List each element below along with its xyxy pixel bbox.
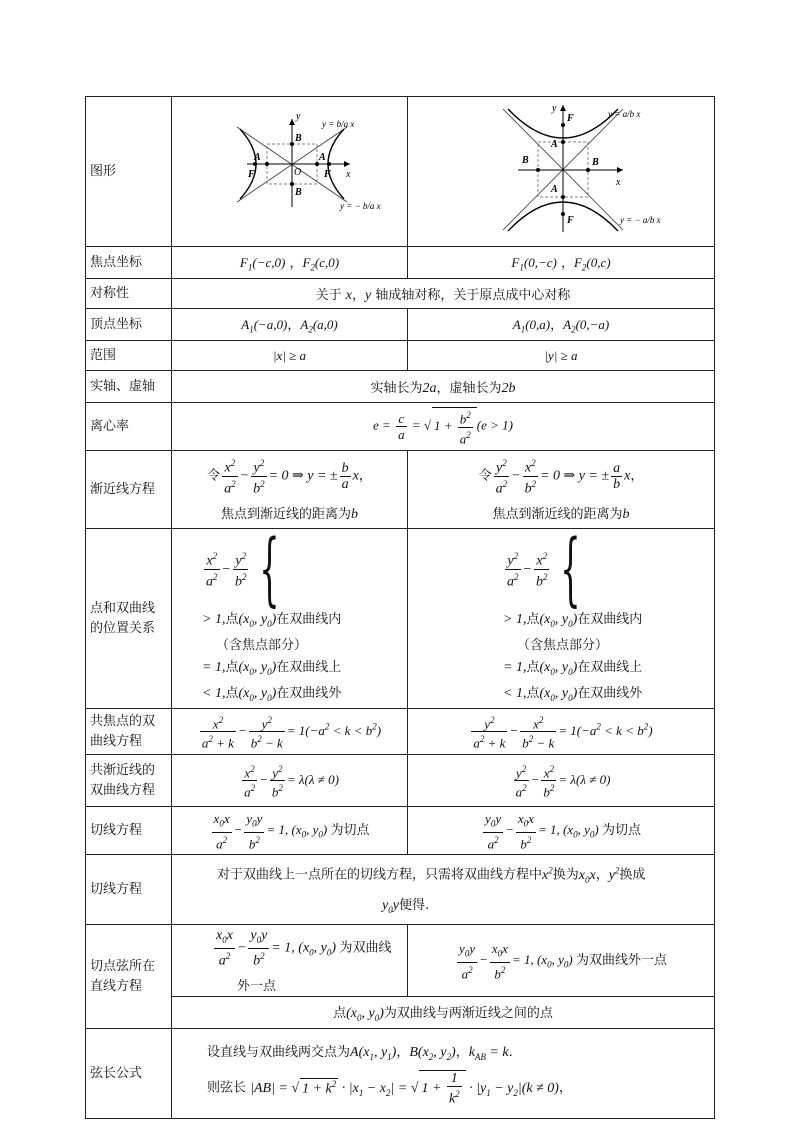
asymptote-right: 令 $\frac{y^2}{a^2}$ − $\frac{x^2}{b^2}$ = 0 ⇒ y = ± $\frac{a}{b}$ x， 焦点到渐近线的距离为b xyxy=(408,451,715,529)
focus-right: $F_1(0,-c)$ ，$F_2(0,c)$ xyxy=(408,247,715,279)
chord-tangent-right: $\frac{y_0y}{a^2}$ − $\frac{x_0x}{b^2}$ = 1, ($x_0$, $y_0$) 为双曲线外一点 xyxy=(408,925,715,997)
row-chord-tangent xyxy=(86,925,715,997)
label-graph: 图形 xyxy=(86,97,172,247)
svg-text:F: F xyxy=(324,169,331,180)
row-focus xyxy=(86,247,715,279)
row-vertex xyxy=(86,309,715,341)
label-eccentricity: 离心率 xyxy=(86,403,172,451)
tangent-rule: 对于双曲线上一点所在的切线方程，只需将双曲线方程中$x^2$换为$x_0x$，$y^2$换成 $y_0y$便得. xyxy=(172,855,715,925)
position-right: $\frac{y^2}{a^2}$ − $\frac{x^2}{b^2}$ { > 1,点($x_0$, $y_0$)在双曲线内 （含焦点部分） = 1,点($x_0$, $y_0$)在双曲线上 < 1,点($x_0$, $y_0$)在双曲线外 xyxy=(408,529,715,709)
svg-text:x: x xyxy=(616,177,621,188)
row-asymptote xyxy=(86,451,715,529)
row-range xyxy=(86,341,715,371)
asymptote-left: 令 $\frac{x^2}{a^2}$ − $\frac{y^2}{b^2}$ = 0 ⇒ y = ± $\frac{b}{a}$ x， 焦点到渐近线的距离为b xyxy=(172,451,408,529)
svg-text:O: O xyxy=(294,167,302,178)
svg-text:F: F xyxy=(567,215,574,226)
row-tangent1 xyxy=(86,807,715,855)
confocal-left: $\frac{x^2}{a^2 + k}$ − $\frac{y^2}{b^2 - k}$ = $1(-a^2 < k < b^2)$ xyxy=(172,709,408,755)
row-symmetry xyxy=(86,279,715,309)
row-graph xyxy=(86,97,715,247)
svg-text:F: F xyxy=(248,169,255,180)
label-range: 范围 xyxy=(86,341,172,371)
svg-text:y = b/a x: y = b/a x xyxy=(322,119,355,129)
svg-text:A: A xyxy=(319,152,326,163)
row-chord-length xyxy=(86,1029,715,1119)
svg-text:B: B xyxy=(295,187,302,198)
chord-tangent-left: $\frac{x_0x}{a^2}$ − $\frac{y_0y}{b^2}$ = 1, ($x_0$, $y_0$) 为双曲线 外一点 xyxy=(172,925,408,997)
label-focus: 焦点坐标 xyxy=(86,247,172,279)
svg-text:B: B xyxy=(295,133,302,144)
coasymptote-left: $\frac{x^2}{a^2}$ − $\frac{y^2}{b^2}$ = λ(λ ≠ 0) xyxy=(172,755,408,807)
graph-left-y: y xyxy=(296,111,301,122)
symmetry-text: 关于 x，y 轴成轴对称，关于原点成中心对称 xyxy=(172,279,715,309)
row-tangent2 xyxy=(86,855,715,925)
svg-text:y: y xyxy=(552,103,557,114)
label-vertex: 顶点坐标 xyxy=(86,309,172,341)
row-chord-between xyxy=(86,997,715,1029)
svg-text:y = − b/a x: y = − b/a x xyxy=(340,201,381,211)
chord-between-text: 点($x_0$, $y_0$)为双曲线与两渐近线之间的点 xyxy=(172,997,715,1029)
vertex-right: $A_1(0,a)$，$A_2(0,-a)$ xyxy=(408,309,715,341)
eccentricity-formula: e = $\frac{c}{a}$ = √ 1 + $\frac{b^2}{a^2}$ (e > 1) xyxy=(172,403,715,451)
graph-right-cell xyxy=(408,97,715,247)
row-confocal xyxy=(86,709,715,755)
axes-text: 实轴长为2a，虚轴长为2b xyxy=(172,371,715,403)
position-left: $\frac{x^2}{a^2}$ − $\frac{y^2}{b^2}$ { > 1,点($x_0$, $y_0$)在双曲线内 （含焦点部分） = 1,点($x_0$, $y_0$)在双曲线上 < 1,点($x_0$, $y_0$)在双曲线外 xyxy=(172,529,408,709)
svg-text:A: A xyxy=(551,184,558,195)
label-tangent2: 切线方程 xyxy=(86,855,172,925)
svg-text:y = − a/b x: y = − a/b x xyxy=(620,215,661,225)
tangent-left: $\frac{x_0x}{a^2}$ − $\frac{y_0y}{b^2}$ = 1, ($x_0$, $y_0$) 为切点 xyxy=(172,807,408,855)
label-coasymptote: 共渐近线的双曲线方程 xyxy=(86,755,172,807)
tangent-right: $\frac{y_0y}{a^2}$ − $\frac{x_0x}{b^2}$ = 1, ($x_0$, $y_0$) 为切点 xyxy=(408,807,715,855)
label-confocal: 共焦点的双曲线方程 xyxy=(86,709,172,755)
svg-text:B: B xyxy=(522,155,529,166)
label-position: 点和双曲线的位置关系 xyxy=(86,529,172,709)
label-chord-tangent: 切点弦所在直线方程 xyxy=(86,925,172,1029)
svg-text:B: B xyxy=(592,157,599,168)
range-right: |y| ≥ a xyxy=(408,341,715,371)
row-axes xyxy=(86,371,715,403)
row-position xyxy=(86,529,715,709)
focus-left: $F_1(-c,0)$ ，$F_2(c,0)$ xyxy=(172,247,408,279)
chord-length-text: 设直线与双曲线两交点为$A(x_1$, $y_1$)，$B(x_2$, $y_2$)，$k_{AB} = k$. 则弦长 |AB| = √ $1 + k^2 \cdot |x_1 - x_2|$ = √ 1 + $\frac{1}{k^2}$ · $|y_1 - y_2|(k \ne 0)$， xyxy=(172,1029,715,1119)
svg-text:y = a/b x: y = a/b x xyxy=(608,109,641,119)
svg-text:A: A xyxy=(254,152,261,163)
row-coasymptote xyxy=(86,755,715,807)
coasymptote-right: $\frac{y^2}{a^2}$ − $\frac{x^2}{b^2}$ = λ(λ ≠ 0) xyxy=(408,755,715,807)
graph-left-cell xyxy=(172,97,408,247)
svg-text:A: A xyxy=(551,139,558,150)
confocal-right: $\frac{y^2}{a^2 + k}$ − $\frac{x^2}{b^2 - k}$ = $1(-a^2 < k < b^2)$ xyxy=(408,709,715,755)
hyperbola-properties-table xyxy=(85,96,715,1119)
vertex-left: $A_1(-a,0)$，$A_2(a,0)$ xyxy=(172,309,408,341)
hyperbola-x-axis-graph xyxy=(172,97,406,242)
label-asymptote: 渐近线方程 xyxy=(86,451,172,529)
range-left: |x| ≥ a xyxy=(172,341,408,371)
label-chord-length: 弦长公式 xyxy=(86,1029,172,1119)
hyperbola-y-axis-graph xyxy=(408,97,713,242)
graph-left-x: x xyxy=(346,169,351,180)
label-tangent1: 切线方程 xyxy=(86,807,172,855)
svg-text:F: F xyxy=(567,113,574,124)
row-eccentricity xyxy=(86,403,715,451)
label-axes: 实轴、虚轴 xyxy=(86,371,172,403)
label-symmetry: 对称性 xyxy=(86,279,172,309)
